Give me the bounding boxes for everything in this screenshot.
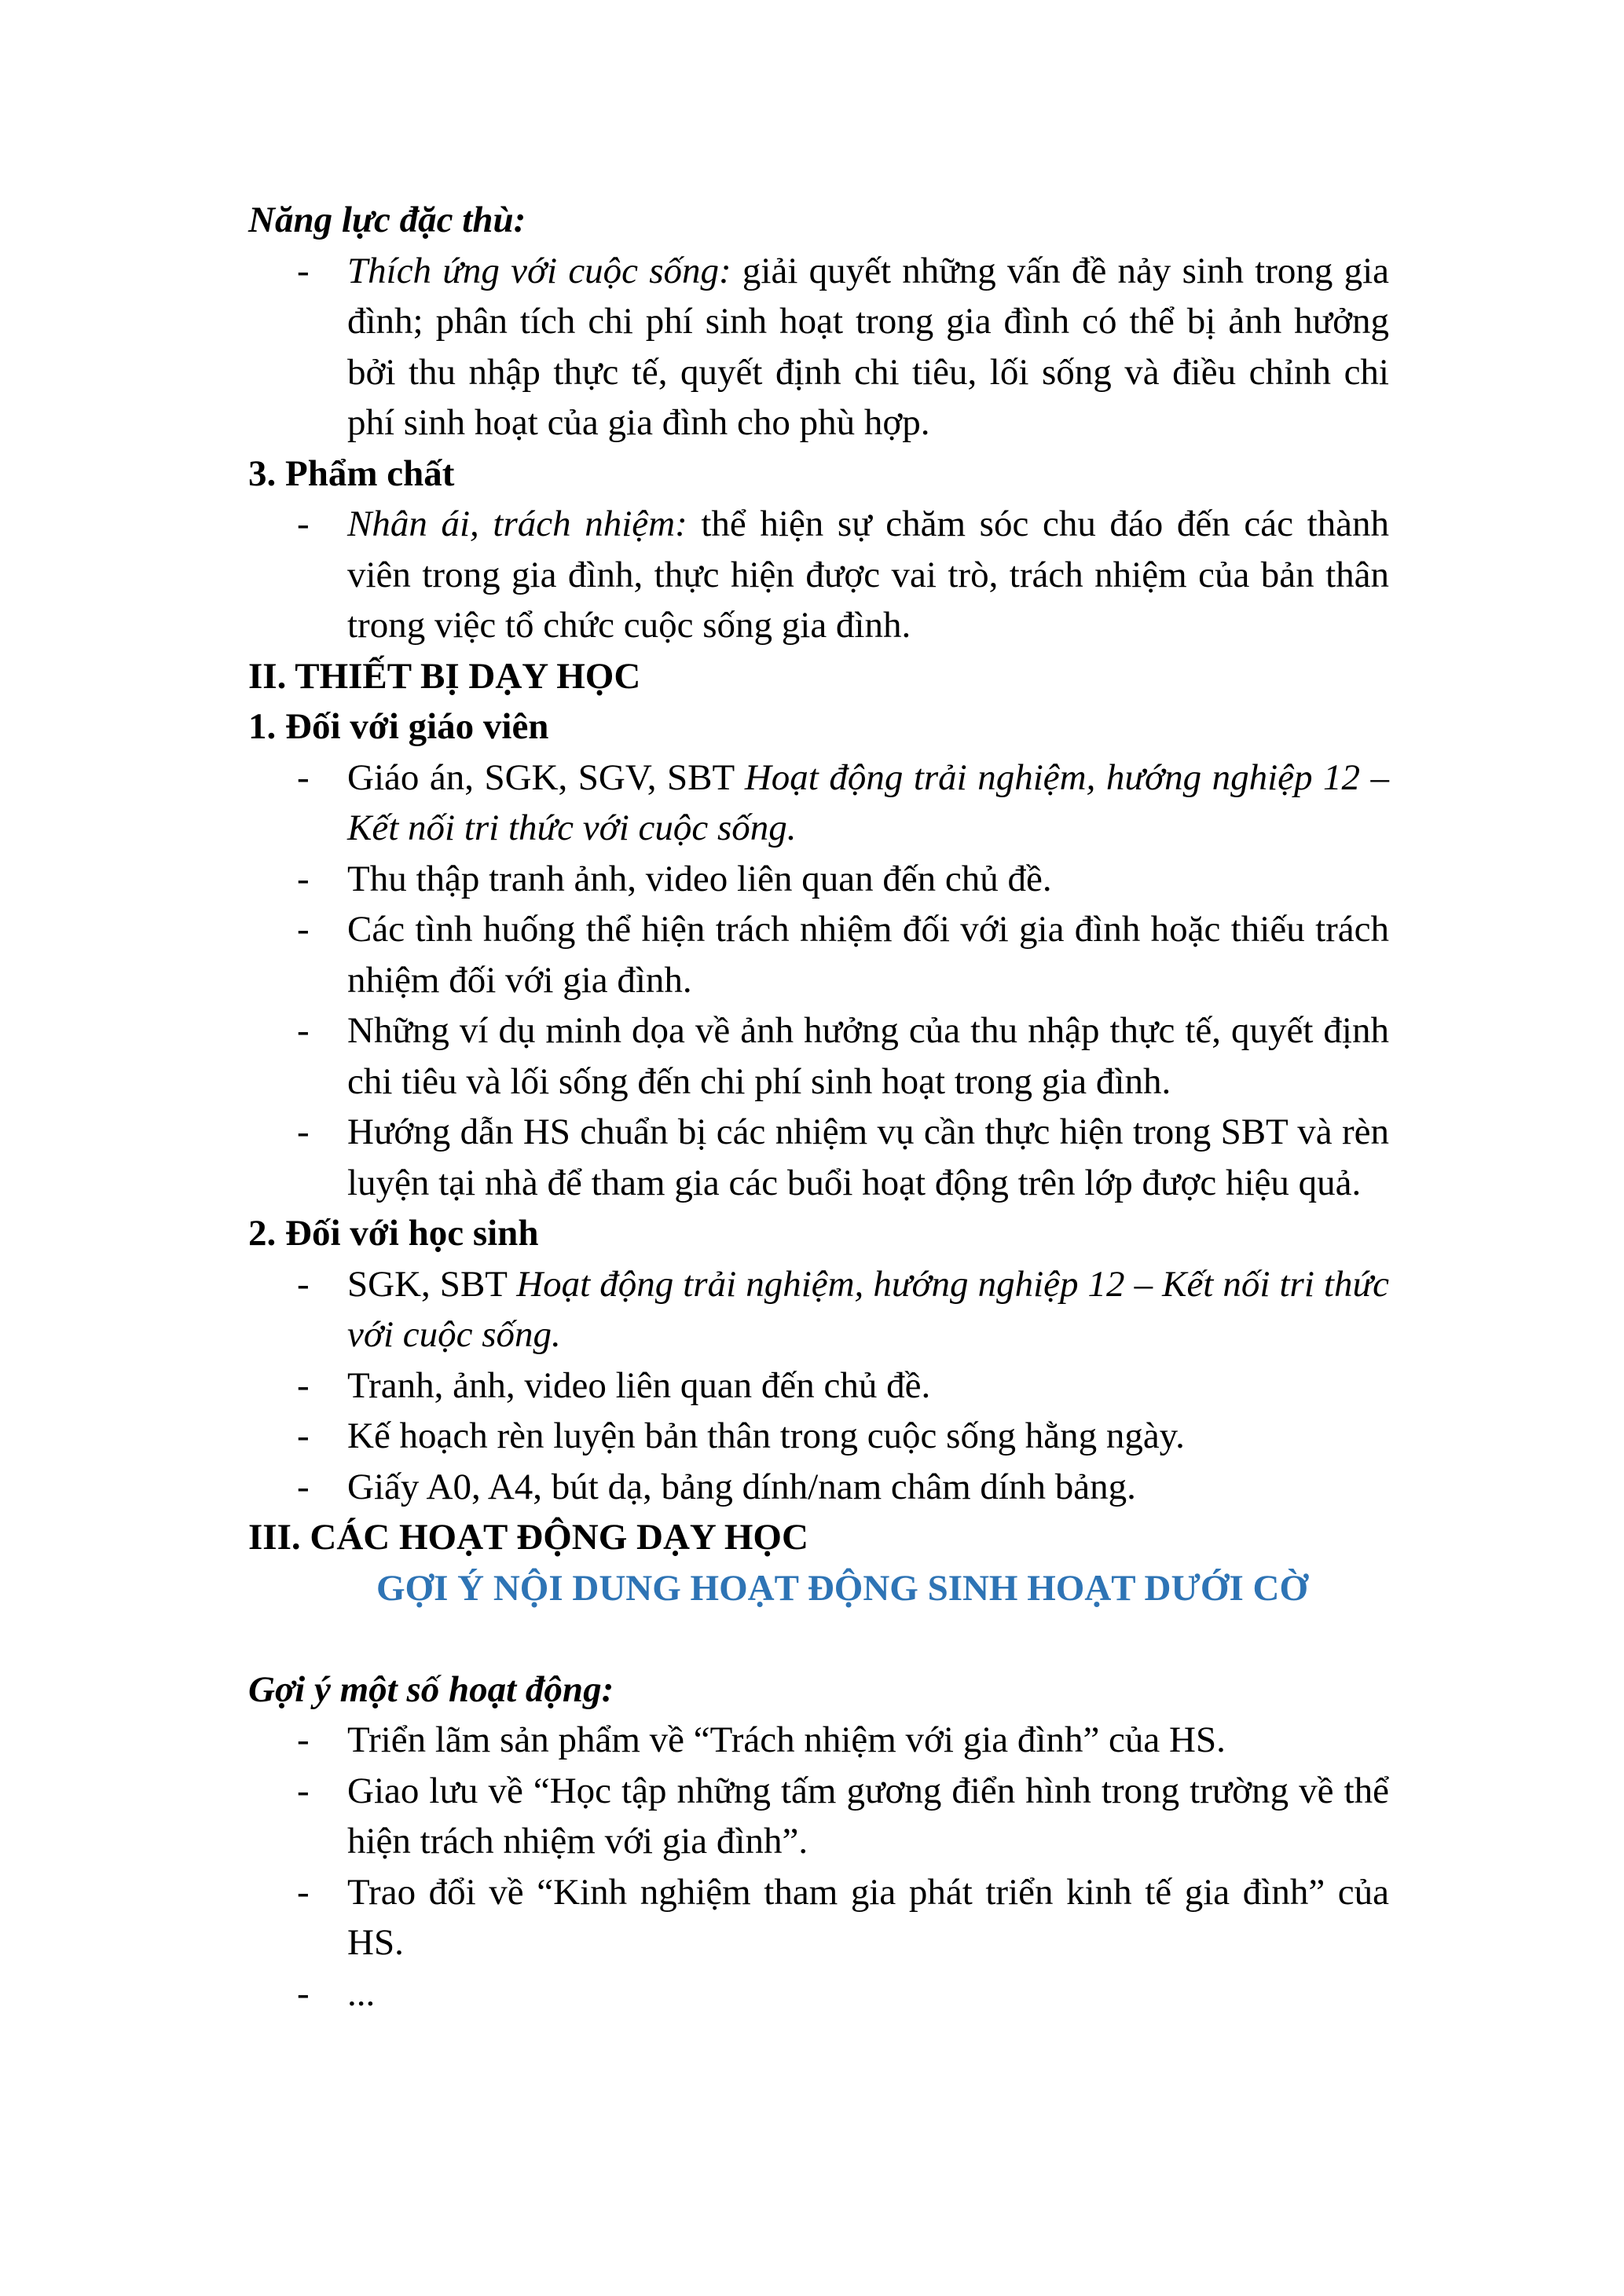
item-text: giải quyết những vấn đề nảy sinh trong gia đình; phân tích chi phí sinh hoạt trong gia đình có thể bị ảnh hưởng bởi thu nhập thực tế, quyết định chi tiêu, lối sống và điều chỉnh chi phí sinh hoạt của gia đình cho phù hợp. — [347, 250, 1390, 443]
list-item — [248, 1715, 1389, 1766]
bullet-dash: - — [297, 909, 310, 950]
bullet-dash: - — [297, 1364, 310, 1406]
document-page — [248, 195, 1389, 2019]
bullet-dash: - — [297, 250, 310, 291]
list-item — [248, 904, 1389, 1005]
list-item — [248, 1462, 1389, 1513]
list-item — [248, 1766, 1389, 1867]
list-item — [248, 1107, 1389, 1208]
blank-line — [248, 1613, 1389, 1664]
section-title: GỢI Ý NỘI DUNG HOẠT ĐỘNG SINH HOẠT DƯỚI CỜ — [376, 1567, 1308, 1609]
heading-doi-voi-giao-vien: 1. Đối với giáo viên — [248, 706, 549, 747]
item-lead: Nhân ái, trách nhiệm: — [347, 504, 687, 544]
bullet-dash: - — [297, 1972, 310, 2014]
list-item — [248, 1968, 1389, 2020]
bullet-dash: - — [297, 1770, 310, 1811]
bullet-dash: - — [297, 756, 310, 798]
item-text: Trao đổi về “Kinh nghiệm tham gia phát triển kinh tế gia đình” của HS. — [347, 1871, 1389, 1963]
list-item — [248, 1411, 1389, 1462]
list-item — [248, 1005, 1389, 1107]
item-italic-title: Hoạt động trải nghiệm, hướng nghiệp 12 – Kết nối tri thức với cuộc sống. — [347, 756, 1390, 848]
heading-pham-chat: 3. Phẩm chất — [248, 452, 455, 494]
list-item — [248, 854, 1389, 905]
item-text: Tranh, ảnh, video liên quan đến chủ đề. — [347, 1364, 931, 1406]
item-text: Giấy A0, A4, bút dạ, bảng dính/nam châm dính bảng. — [347, 1466, 1136, 1507]
bullet-dash: - — [297, 1010, 310, 1051]
heading-cac-hoat-dong-day-hoc: III. CÁC HOẠT ĐỘNG DẠY HỌC — [248, 1517, 808, 1558]
list-item — [248, 499, 1389, 651]
item-text: thể hiện sự chăm sóc chu đáo đến các thành viên trong gia đình, thực hiện được vai trò, trách nhiệm của bản thân trong việc tổ chức cuộc sống gia đình. — [347, 504, 1389, 646]
item-text: Giáo án, SGK, SGV, SBT — [347, 756, 745, 798]
list-item — [248, 1867, 1389, 1968]
item-text: Hướng dẫn HS chuẩn bị các nhiệm vụ cần thực hiện trong SBT và rèn luyện tại nhà để tham gia các buổi hoạt động trên lớp được hiệu quả. — [347, 1111, 1389, 1203]
item-text: Giao lưu về “Học tập những tấm gương điển hình trong trường về thể hiện trách nhiệm với gia đình”. — [347, 1770, 1389, 1862]
item-text: Triển lãm sản phẩm về “Trách nhiệm với gia đình” của HS. — [347, 1719, 1226, 1760]
bullet-dash: - — [297, 1415, 310, 1456]
item-text: Những ví dụ minh dọa về ảnh hưởng của thu nhập thực tế, quyết định chi tiêu và lối sống đến chi phí sinh hoạt trong gia đình. — [347, 1010, 1389, 1102]
heading-doi-voi-hoc-sinh: 2. Đối với học sinh — [248, 1213, 539, 1254]
bullet-dash: - — [297, 1719, 310, 1760]
item-text: Các tình huống thể hiện trách nhiệm đối với gia đình hoặc thiếu trách nhiệm đối với gia đình. — [347, 909, 1389, 1001]
bullet-dash: - — [297, 1263, 310, 1305]
list-item — [248, 246, 1389, 449]
bullet-dash: - — [297, 1466, 310, 1507]
heading-goi-y-hoat-dong: Gợi ý một số hoạt động: — [248, 1668, 614, 1710]
list-item — [248, 1360, 1389, 1412]
item-italic-title: Hoạt động trải nghiệm, hướng nghiệp 12 – Kết nối tri thức với cuộc sống. — [347, 1263, 1389, 1355]
list-item — [248, 1259, 1389, 1360]
bullet-dash: - — [297, 858, 310, 899]
item-text: Thu thập tranh ảnh, video liên quan đến chủ đề. — [347, 858, 1052, 899]
heading-nang-luc-dac-thu: Năng lực đặc thù: — [248, 200, 526, 240]
bullet-dash: - — [297, 504, 310, 544]
heading-thiet-bi-day-hoc: II. THIẾT BỊ DẠY HỌC — [248, 655, 641, 697]
bullet-dash: - — [297, 1871, 310, 1913]
bullet-dash: - — [297, 1111, 310, 1152]
item-text: Kế hoạch rèn luyện bản thân trong cuộc sống hằng ngày. — [347, 1415, 1185, 1456]
item-lead: Thích ứng với cuộc sống: — [347, 250, 731, 291]
list-item — [248, 753, 1389, 854]
item-text: SGK, SBT — [347, 1263, 517, 1305]
item-text: ... — [347, 1972, 376, 2014]
